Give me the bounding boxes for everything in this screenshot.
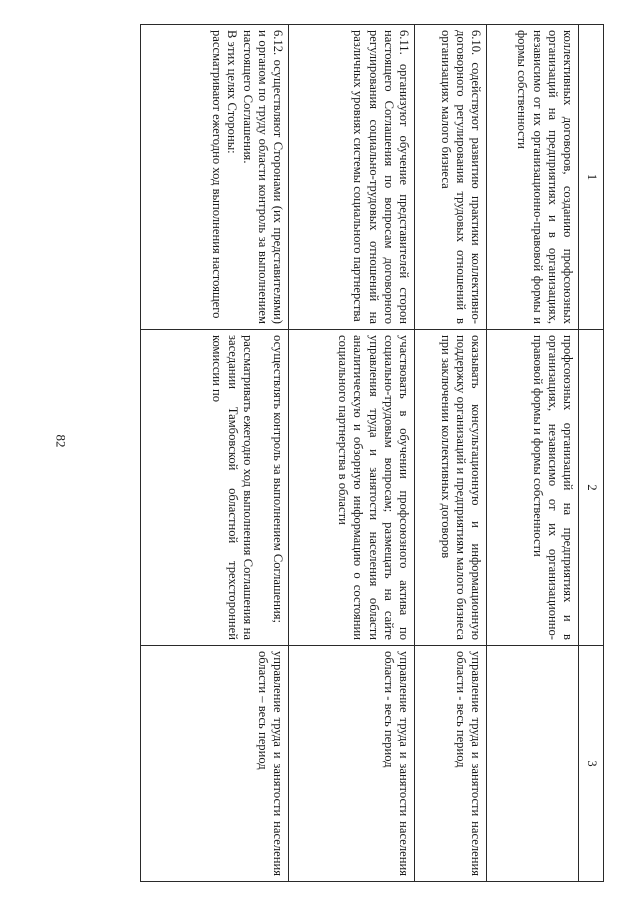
cell-text: рассматривать ежегодно ход выполнения Соглашения на заседании Тамбовской областной трехсторонней комиссии по xyxy=(210,335,255,640)
cell-text: коллективных договоров, созданию профсоюзных организаций на предприятиях и в организациях, независимо от их организационно-правовой формы и формы собственности xyxy=(515,30,575,324)
header-col-3: 3 xyxy=(579,646,604,882)
cell-text: осуществлять контроль за выполнением Соглашения; xyxy=(271,335,285,624)
cell-text: профсоюзных организаций на предприятиях и в организациях, независимо от их организационно-правовой формы и формы собственности xyxy=(530,335,575,640)
cell-responsible xyxy=(415,646,487,882)
cell-obligation xyxy=(487,25,579,330)
header-col-2: 2 xyxy=(579,330,604,646)
cell-activity xyxy=(289,330,415,646)
table-row xyxy=(487,25,579,882)
cell-text: 6.10. содействуют развитию практики коллективно-договорного регулирования трудовых отношений в организациях малого бизнеса xyxy=(438,30,483,324)
cell-activity xyxy=(487,330,579,646)
cell-text: В этих целях Стороны: xyxy=(225,30,240,154)
cell-activity xyxy=(141,330,289,646)
cell-text: оказывать консультационную и информационную поддержку организаций и предприятиям малого бизнеса при заключении коллективных договоров xyxy=(438,335,483,640)
cell-obligation xyxy=(141,25,289,330)
cell-activity xyxy=(415,330,487,646)
cell-responsible xyxy=(141,646,289,882)
table-row xyxy=(141,25,289,882)
cell-text: участвовать в обучении профсоюзного актива по социально-трудовым вопросам; размещать на сайте управления труда и занятости населения области аналитическую и обзорную информацию о состоянии социального партнерства в области xyxy=(336,335,411,640)
agreement-table xyxy=(140,24,604,882)
page-number: 82 xyxy=(53,434,69,448)
rotated-table-container xyxy=(140,24,604,881)
cell-obligation xyxy=(289,25,415,330)
table-header-row xyxy=(579,25,604,882)
cell-responsible xyxy=(487,646,579,882)
table-row xyxy=(289,25,415,882)
table-row xyxy=(415,25,487,882)
cell-text: управление труда и занятости населения области – весь период xyxy=(255,651,285,876)
cell-text: 6.12. осуществляют Сторонами (их представителями) и органом по труду области контроль за выполнением настоящего Соглашения. xyxy=(240,30,285,324)
header-col-1: 1 xyxy=(579,25,604,330)
cell-text: управление труда и занятости населения области - весь период xyxy=(453,651,483,876)
cell-text: 6.11. организуют обучение представителей сторон настоящего Соглашения по вопросам договорного регулирования социально-трудовых отношений на различных уровнях системы социального партнерства xyxy=(351,30,411,324)
cell-obligation xyxy=(415,25,487,330)
cell-responsible xyxy=(289,646,415,882)
cell-text: управление труда и занятости населения области - весь период xyxy=(381,651,411,876)
cell-spacer xyxy=(255,335,270,640)
cell-text: рассматривают ежегодно ход выполнения настоящего xyxy=(210,30,225,319)
